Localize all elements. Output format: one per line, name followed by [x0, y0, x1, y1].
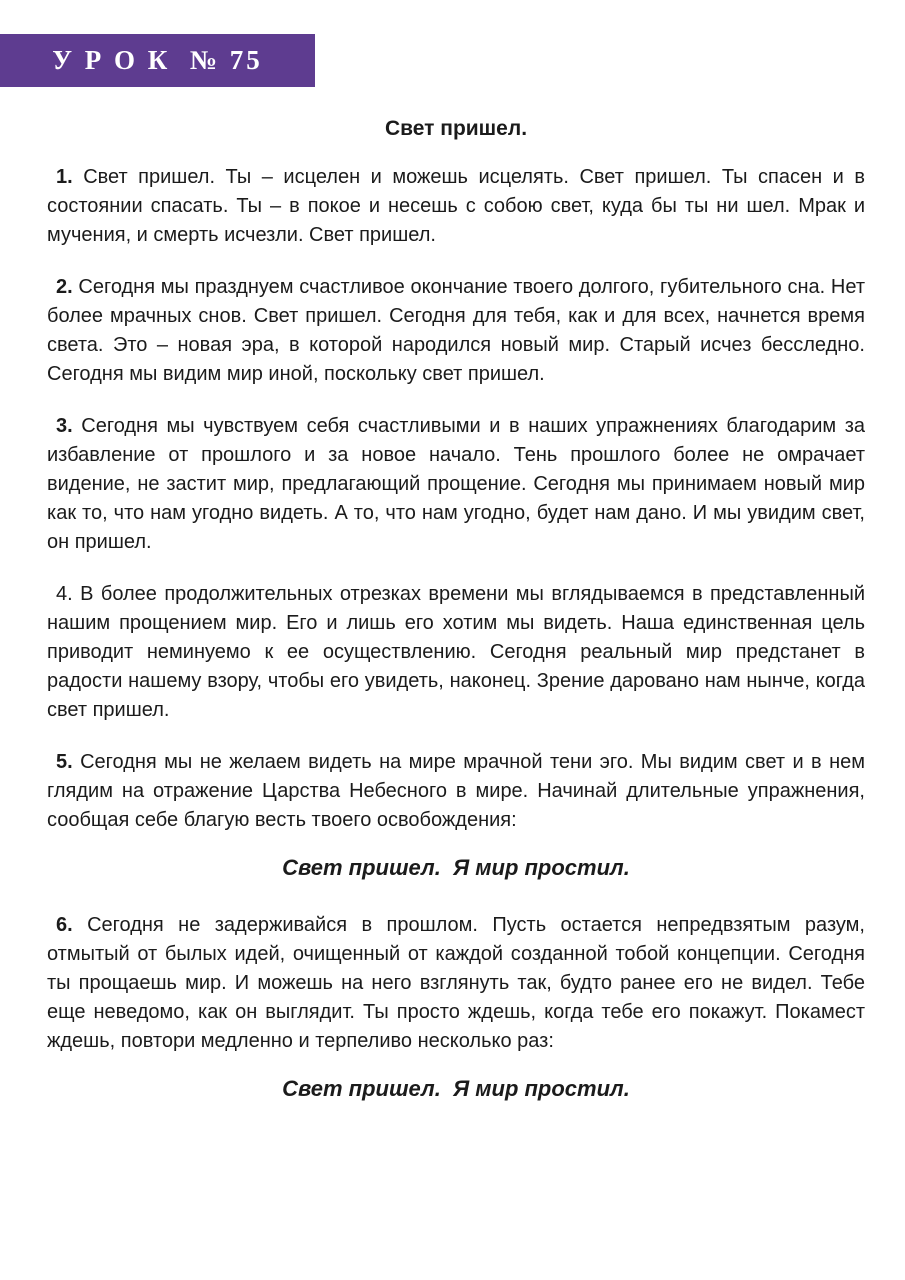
mantra-line-2: Свет пришел. Я мир простил. [282, 1076, 630, 1101]
paragraph-text: Сегодня мы не желаем видеть на мире мрачной тени эго. Мы видим свет и в нем глядим на отражение Царства Небесного в мире. Начинай длительные упражнения, сообщая себе благую весть твоего освобождения: [47, 751, 865, 831]
paragraph-number: 2. [56, 276, 73, 298]
paragraph-text: Сегодня не задерживайся в прошлом. Пусть остается непредвзятым разум, отмытый от былых идей, очищенный от каждой созданной тобой концепции. Сегодня ты прощаешь мир. И можешь на него взглянуть так, будто ранее его не видел. Тебе еще неведомо, как он выглядит. Ты просто ждешь, когда тебе его покажут. Покамест ждешь, повтори медленно и терпеливо несколько раз: [47, 914, 865, 1052]
lesson-content [0, 117, 905, 1109]
lesson-paragraph-1 [47, 140, 865, 250]
paragraph-number: 1. [56, 166, 73, 188]
paragraph-text: Сегодня мы празднуем счастливое окончание твоего долгого, губительного сна. Нет более мрачных снов. Свет пришел. Сегодня для тебя, как и для всех, начнется время света. Это – новая эра, в которой народился новый мир. Старый исчез бесследно. Сегодня мы видим мир иной, поскольку свет пришел. [47, 276, 865, 385]
lesson-number-label: У Р О К № 75 [52, 45, 263, 75]
lesson-title: Свет пришел. [384, 117, 528, 140]
paragraph-number: 4. [56, 583, 73, 605]
lesson-number-badge [0, 34, 315, 87]
lesson-paragraph-6 [47, 888, 865, 1056]
lesson-paragraph-3 [47, 389, 865, 557]
paragraph-number: 3. [56, 415, 73, 437]
paragraph-number: 6. [56, 914, 73, 936]
lesson-paragraph-4 [47, 557, 865, 725]
paragraph-number: 5. [56, 751, 73, 773]
mantra-line-1: Свет пришел. Я мир простил. [282, 855, 630, 880]
paragraph-text: Сегодня мы чувствуем себя счастливыми и в наших упражнениях благодарим за избавление от прошлого и за новое начало. Тень прошлого более не омрачает видение, не застит мир, предлагающий прощение. Сегодня мы принимаем новый мир как то, что нам угодно видеть. А то, что нам угодно, будет нам дано. И мы увидим свет, он пришел. [47, 415, 865, 553]
lesson-paragraph-2 [47, 250, 865, 389]
paragraph-text: В более продолжительных отрезках времени мы вглядываемся в представленный нашим прощением мир. Его и лишь его хотим мы видеть. Наша единственная цель приводит неминуемо к ее осуществлению. Сегодня реальный мир предстанет в радости нашему взору, чтобы его увидеть, наконец. Зрение даровано нам нынче, когда свет пришел. [47, 583, 865, 721]
paragraph-text: Свет пришел. Ты – исцелен и можешь исцелять. Свет пришел. Ты спасен и в состоянии спасать. Ты – в покое и несешь с собою свет, куда бы ты ни шел. Мрак и мучения, и смерть исчезли. Свет пришел. [47, 166, 865, 246]
lesson-paragraph-5 [47, 725, 865, 835]
